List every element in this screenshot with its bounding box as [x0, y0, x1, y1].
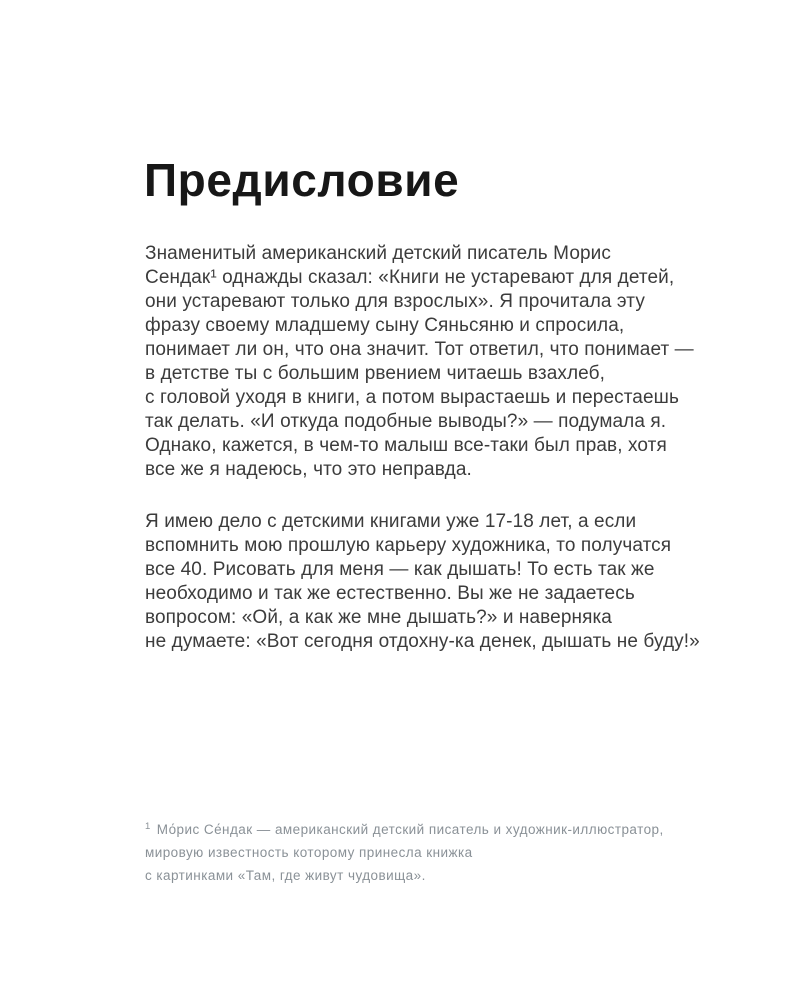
text-line: Сендак¹ однажды сказал: «Книги не устаревают для детей, [145, 267, 675, 288]
footnote-line [145, 818, 745, 841]
text-line: Я имею дело с детскими книгами уже 17-18 лет, а если [145, 511, 637, 532]
text-line: с головой уходя в книги, а потом вырастаешь и перестаешь [145, 387, 679, 408]
text-line: вопросом: «Ой, а как же мне дышать?» и наверняка [145, 607, 612, 628]
footnote [145, 818, 745, 887]
text-line: вспомнить мою прошлую карьеру художника, то получатся [145, 535, 672, 556]
paragraph-2 [145, 510, 745, 654]
page-title: Предисловие [144, 154, 460, 206]
text-line: все 40. Рисовать для меня — как дышать! То есть так же [145, 559, 655, 580]
footnote-text: Мо́рис Се́ндак — американский детский писатель и художник-иллюстратор, [156, 822, 664, 837]
text-line: не думаете: «Вот сегодня отдохну-ка денек, дышать не буду!» [145, 631, 700, 652]
text-line: в детстве ты с большим рвением читаешь взахлеб, [145, 363, 605, 384]
text-line: понимает ли он, что она значит. Тот ответил, что понимает — [145, 339, 694, 360]
text-line: Знаменитый американский детский писатель Морис [145, 243, 611, 264]
footnote-line: с картинками «Там, где живут чудовища». [145, 868, 426, 883]
footnote-line: мировую известность которому принесла книжка [145, 845, 473, 860]
body-text [145, 242, 745, 654]
text-line: необходимо и так же естественно. Вы же не задаетесь [145, 583, 635, 604]
paragraph-1 [145, 242, 745, 482]
text-line: так делать. «И откуда подобные выводы?» — подумала я. [145, 411, 667, 432]
text-line: все же я надеюсь, что это неправда. [145, 459, 472, 480]
footnote-marker: 1 [145, 820, 151, 832]
text-line: Однако, кажется, в чем-то малыш все-таки был прав, хотя [145, 435, 667, 456]
text-line: они устаревают только для взрослых». Я прочитала эту [145, 291, 645, 312]
text-line: фразу своему младшему сыну Сяньсяню и спросила, [145, 315, 625, 336]
